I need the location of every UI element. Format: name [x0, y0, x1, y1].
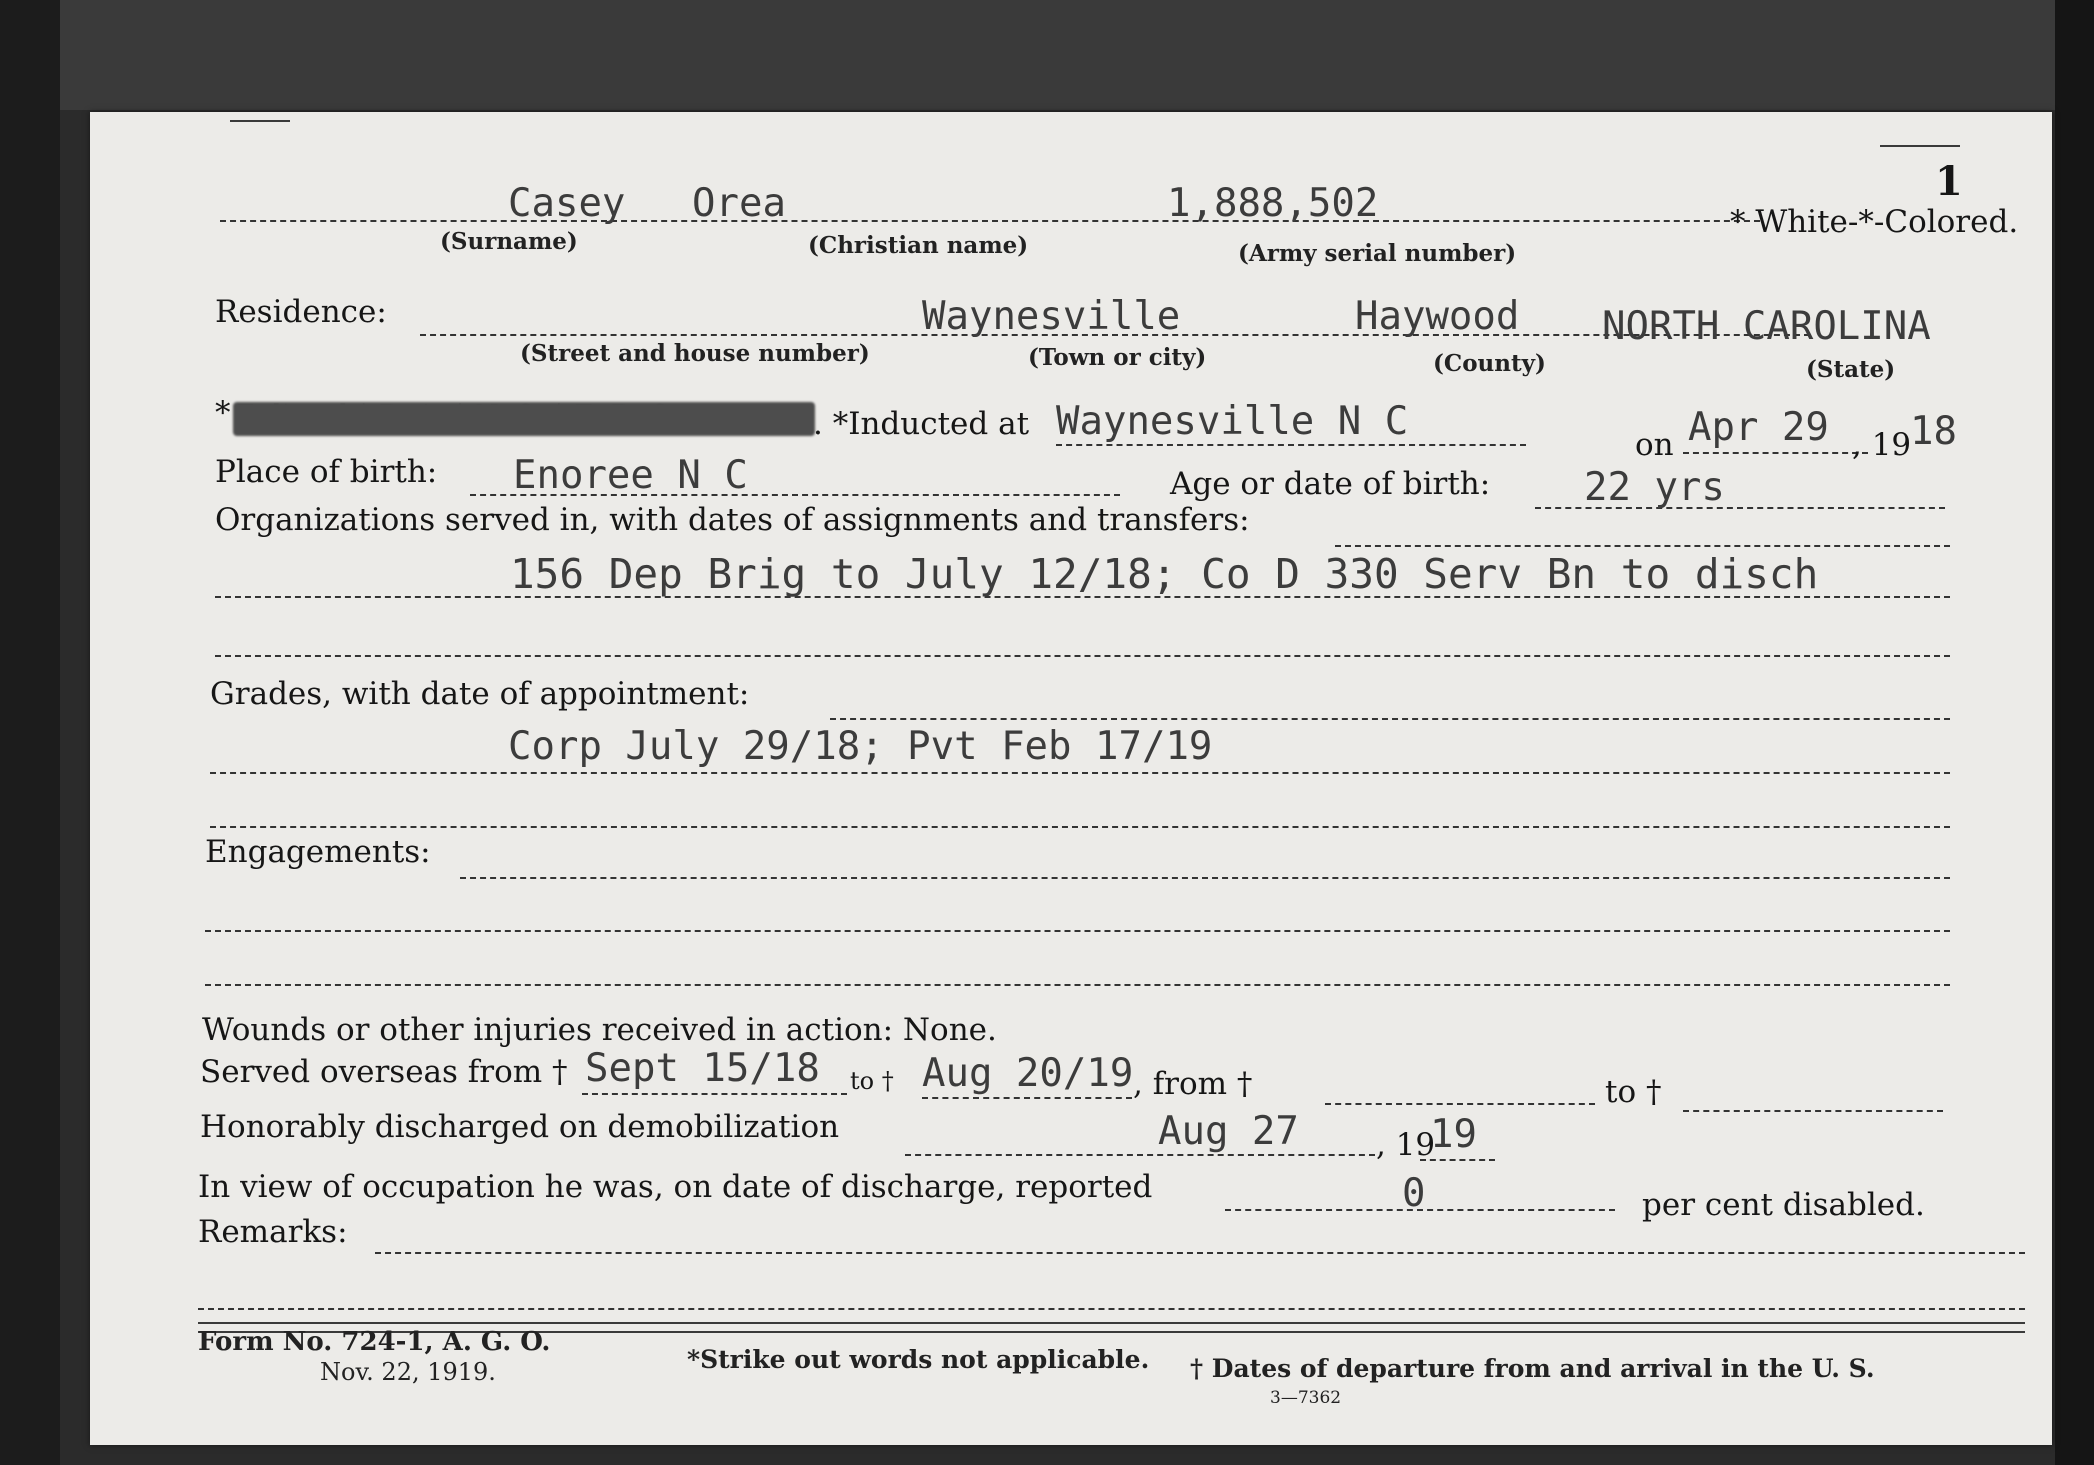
organizations-label: Organizations served in, with dates of assignments and transfers: [215, 502, 1250, 538]
corner-mark-right [1880, 145, 1960, 147]
card-number: 1 [1935, 158, 1963, 205]
christian-name-caption: (Christian name) [808, 232, 1029, 259]
induction-year-prefix: , 19 [1852, 427, 1912, 463]
place-of-birth-value: Enoree N C [513, 453, 748, 498]
service-record-card [90, 112, 2052, 1445]
discharge-date-value: Aug 27 [1158, 1109, 1299, 1154]
overseas-from2-label: , from † [1133, 1066, 1253, 1102]
remarks-line-1 [375, 1252, 2025, 1254]
residence-town-value: Waynesville [922, 294, 1181, 339]
organizations-line-3 [215, 655, 1950, 657]
form-date: Nov. 22, 1919. [320, 1358, 496, 1386]
engagements-line-1 [460, 877, 1950, 879]
strike-out-note: *Strike out words not applicable. [687, 1345, 1150, 1374]
overseas-arrival-line [922, 1097, 1132, 1099]
inducted-place-line [1056, 444, 1526, 446]
inducted-at-label: . *Inducted at [813, 406, 1030, 442]
residence-county-value: Haywood [1355, 294, 1520, 339]
engagements-line-3 [205, 984, 1950, 986]
overseas-departure-line [582, 1093, 847, 1095]
serial-number-value: 1,888,502 [1167, 181, 1379, 226]
inducted-place-value: Waynesville N C [1056, 399, 1409, 444]
place-of-birth-label: Place of birth: [215, 454, 438, 490]
form-number: Form No. 724-1, A. G. O. [198, 1327, 551, 1357]
age-label: Age or date of birth: [1170, 466, 1491, 502]
grades-line-2 [210, 772, 1950, 774]
dates-note: † Dates of departure from and arrival in the U. S. [1190, 1354, 1875, 1383]
discharge-year-value: 19 [1430, 1112, 1477, 1157]
discharge-date-line [905, 1154, 1375, 1156]
discharge-year-line [1420, 1159, 1495, 1161]
overseas-arrival-value: Aug 20/19 [922, 1051, 1134, 1096]
scan-background-right [2055, 0, 2094, 1465]
surname-value: Casey [508, 181, 626, 226]
christian-name-value: Orea [692, 181, 786, 226]
overseas-from2-line [1325, 1103, 1595, 1105]
grades-line-3 [210, 826, 1950, 828]
county-caption: (County) [1433, 350, 1546, 377]
state-caption: (State) [1806, 356, 1896, 383]
street-caption: (Street and house number) [520, 340, 870, 367]
engagements-line-2 [205, 930, 1950, 932]
induction-on-label: on [1635, 427, 1674, 463]
corner-mark-left [230, 120, 290, 122]
induction-date-value: Apr 29 [1688, 405, 1829, 450]
organizations-line-2 [215, 596, 1950, 598]
grades-line-1 [830, 718, 1950, 720]
remarks-label: Remarks: [198, 1214, 348, 1250]
engagements-label: Engagements: [205, 834, 431, 870]
induction-year-value: 18 [1910, 409, 1957, 454]
overseas-to-label: to † [850, 1067, 894, 1095]
residence-label: Residence: [215, 294, 387, 330]
age-value: 22 yrs [1584, 465, 1725, 510]
disability-value: 0 [1402, 1171, 1426, 1216]
footer-rule-1 [198, 1322, 2025, 1324]
scan-background-top [0, 0, 2094, 110]
overseas-to2-line [1683, 1110, 1943, 1112]
scan-background-left [0, 0, 60, 1465]
discharge-year-prefix: , 19 [1376, 1127, 1436, 1163]
grades-label: Grades, with date of appointment: [210, 676, 750, 712]
grades-entry: Corp July 29/18; Pvt Feb 17/19 [508, 724, 1213, 769]
remarks-line-2 [198, 1308, 2025, 1310]
race-options: * White-*-Colored. [1730, 204, 2019, 240]
organizations-entry: 156 Dep Brig to July 12/18; Co D 330 Serv Bn to disch [510, 550, 1819, 598]
wounds-label: Wounds or other injuries received in action: None. [202, 1012, 997, 1048]
form-code: 3—7362 [1270, 1388, 1342, 1408]
disability-label: In view of occupation he was, on date of discharge, reported [198, 1169, 1153, 1205]
name-line [220, 220, 1760, 222]
town-caption: (Town or city) [1028, 344, 1207, 371]
serial-caption: (Army serial number) [1238, 240, 1517, 267]
overseas-departure-value: Sept 15/18 [585, 1046, 820, 1091]
organizations-line-1 [1335, 545, 1950, 547]
induction-asterisk: * [215, 395, 231, 431]
overseas-label: Served overseas from † [200, 1054, 568, 1090]
overseas-to2-label: to † [1605, 1074, 1662, 1110]
discharge-label: Honorably discharged on demobilization [200, 1109, 840, 1145]
residence-state-value: NORTH CAROLINA [1602, 304, 1931, 349]
strikeout-redaction [233, 402, 815, 436]
surname-caption: (Surname) [440, 228, 578, 255]
disability-suffix: per cent disabled. [1642, 1187, 1925, 1223]
induction-date-line [1683, 452, 1868, 454]
